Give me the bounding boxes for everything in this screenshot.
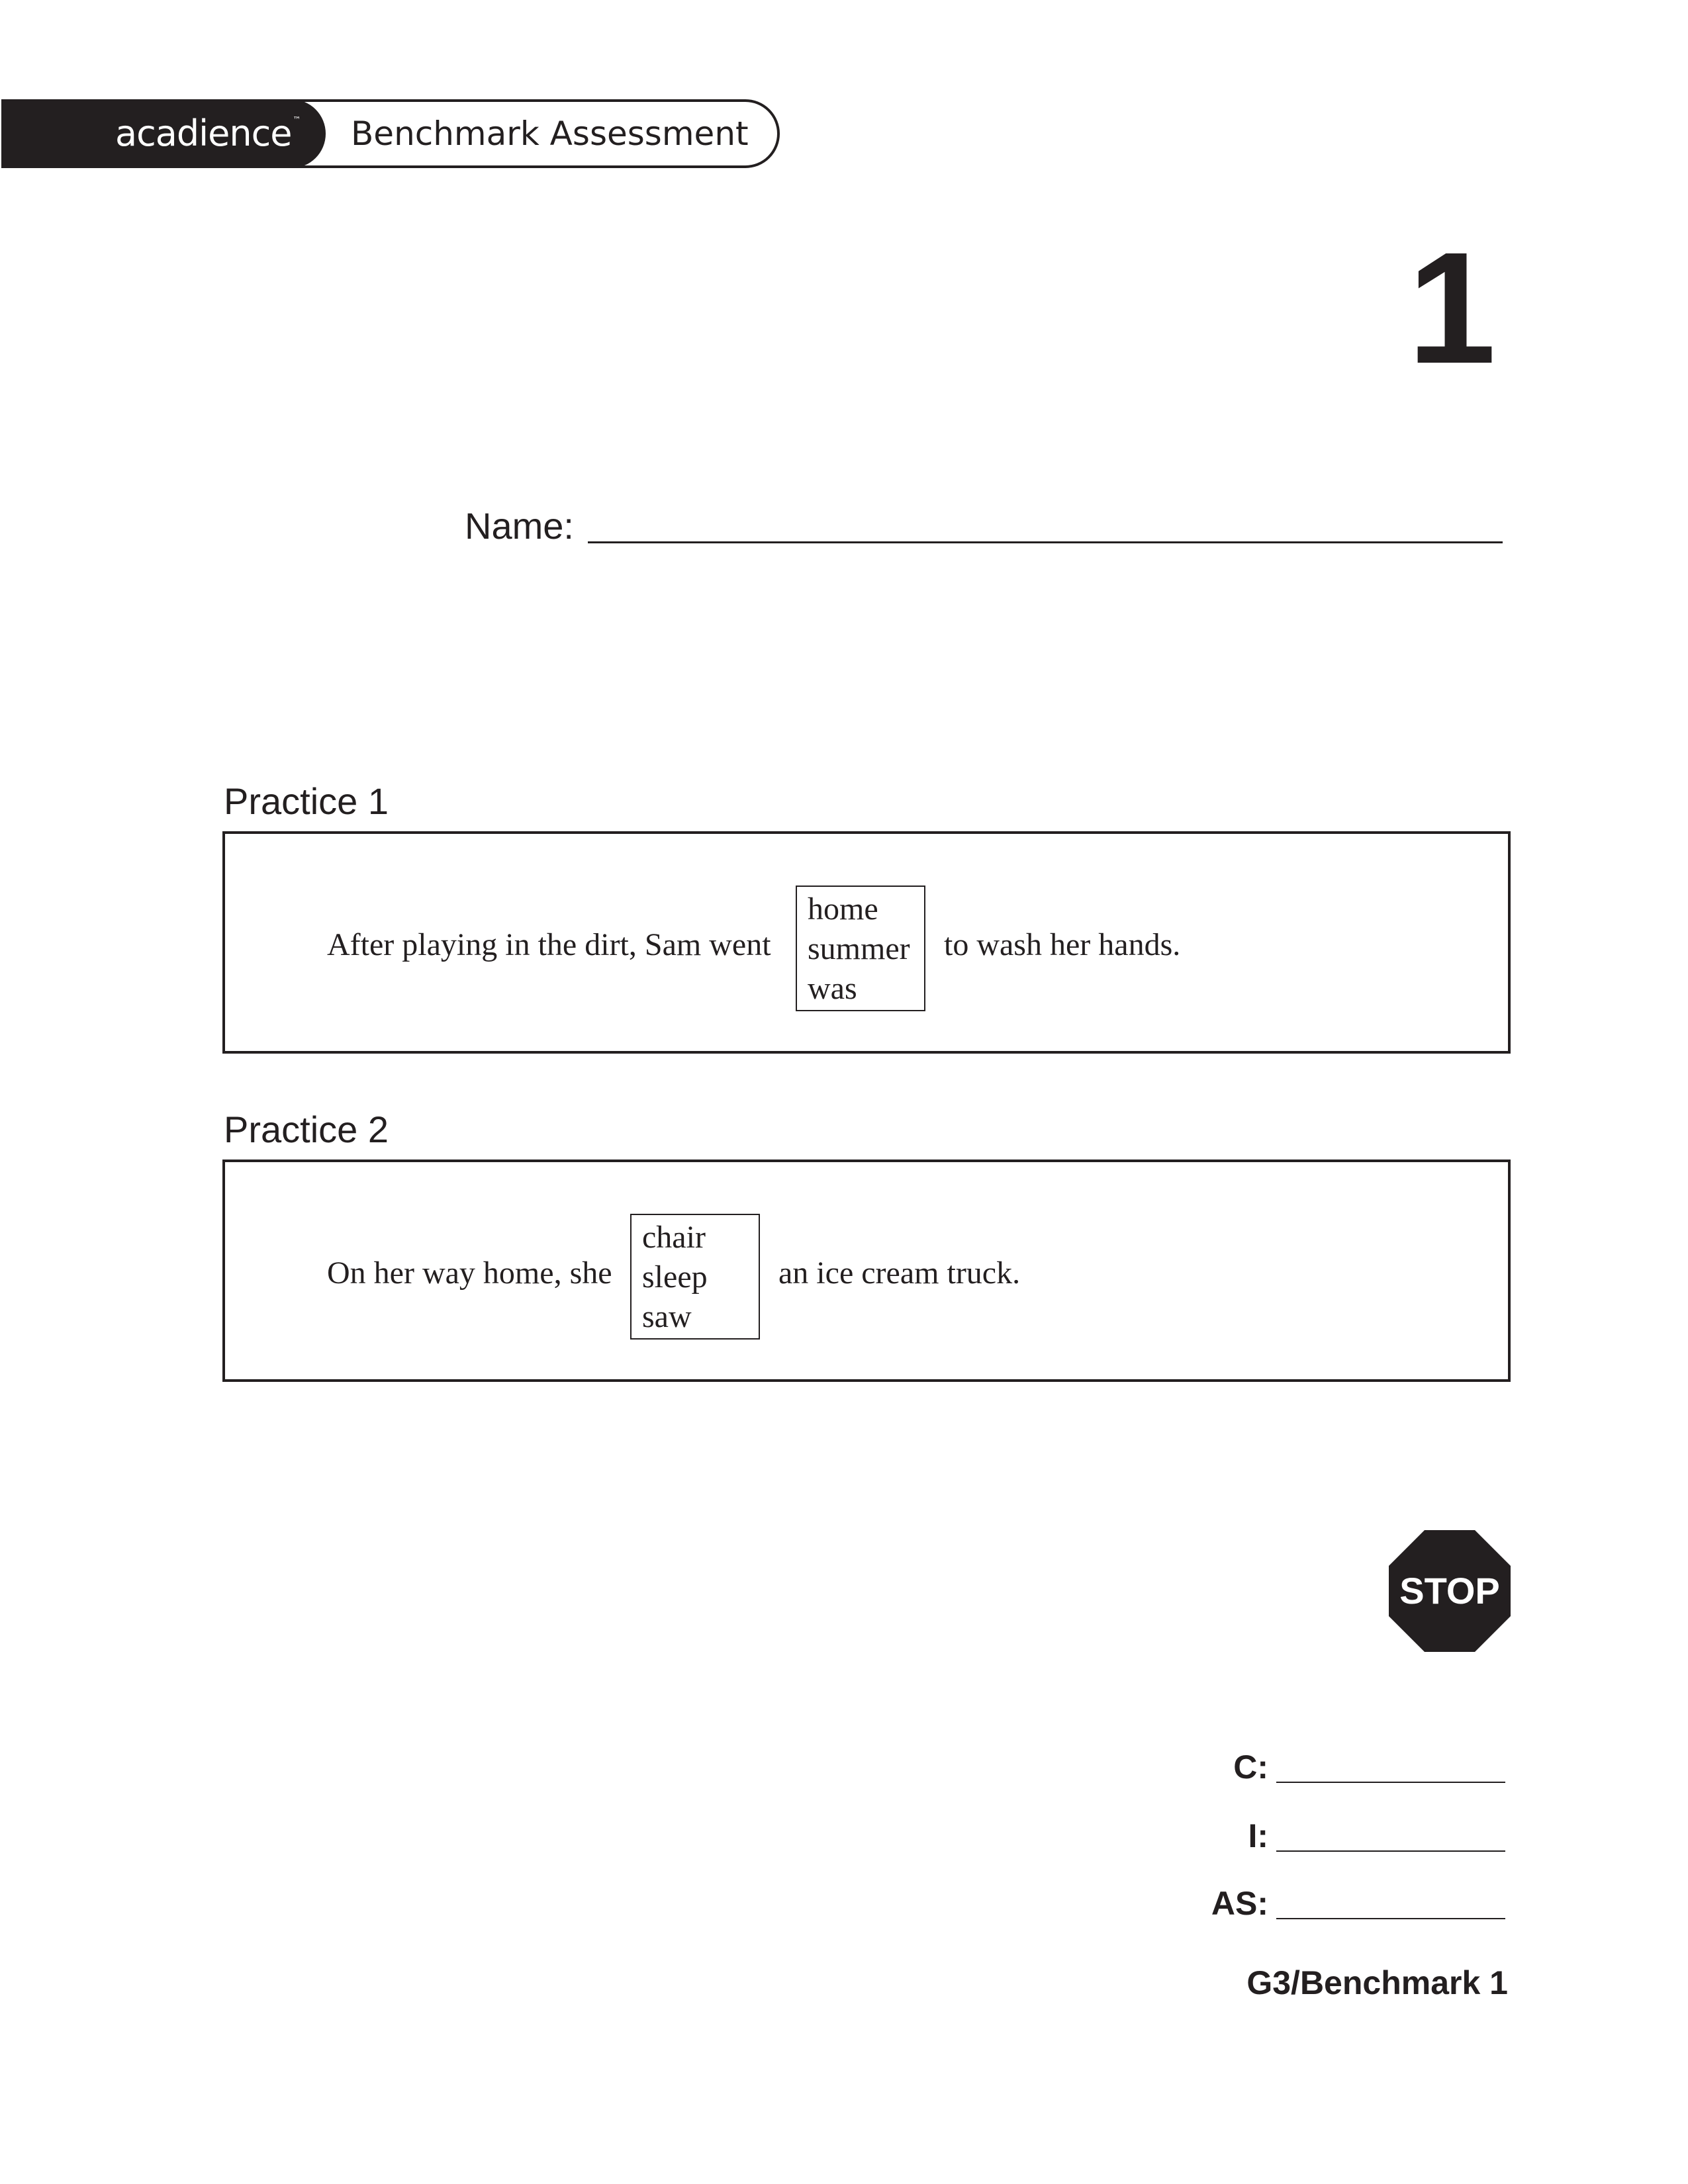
adjusted-score-line[interactable]	[1276, 1918, 1505, 1919]
correct-label: C:	[1233, 1749, 1268, 1786]
stop-sign	[1389, 1530, 1511, 1652]
logo-text: acadience	[115, 113, 292, 154]
acadience-logo	[115, 110, 301, 158]
practice-1-heading: Practice 1	[224, 780, 389, 822]
practice-1-choice-box	[796, 886, 925, 1011]
practice-1-choice-3[interactable]: was	[808, 971, 857, 1006]
practice-2-heading: Practice 2	[224, 1109, 389, 1150]
trademark-mark: ™	[293, 115, 301, 124]
correct-score-line[interactable]	[1276, 1782, 1505, 1783]
practice-2-choice-box	[630, 1214, 760, 1340]
name-input-line[interactable]	[588, 541, 1503, 543]
practice-2-choice-1[interactable]: chair	[642, 1220, 706, 1255]
practice-1-text-before: After playing in the dirt, Sam went	[327, 927, 771, 962]
incorrect-score-line[interactable]	[1276, 1850, 1505, 1852]
incorrect-label: I:	[1248, 1817, 1268, 1854]
header-subtitle: Benchmark Assessment	[351, 114, 749, 153]
practice-1-text-after: to wash her hands.	[944, 927, 1181, 962]
practice-1-choice-2[interactable]: summer	[808, 931, 910, 966]
practice-1-choice-1[interactable]: home	[808, 891, 878, 927]
benchmark-number: 1	[1407, 219, 1496, 396]
practice-2-choice-3[interactable]: saw	[642, 1299, 692, 1334]
practice-1-box	[222, 831, 1511, 1054]
practice-2-choice-2[interactable]: sleep	[642, 1259, 708, 1295]
practice-2-text-before: On her way home, she	[327, 1255, 612, 1291]
practice-2-text-after: an ice cream truck.	[778, 1255, 1021, 1291]
practice-2-box	[222, 1160, 1511, 1382]
form-id: G3/Benchmark 1	[1246, 1964, 1508, 2001]
name-label: Name:	[465, 505, 574, 547]
adjusted-score-label: AS:	[1211, 1885, 1268, 1922]
stop-label: STOP	[1399, 1570, 1500, 1612]
